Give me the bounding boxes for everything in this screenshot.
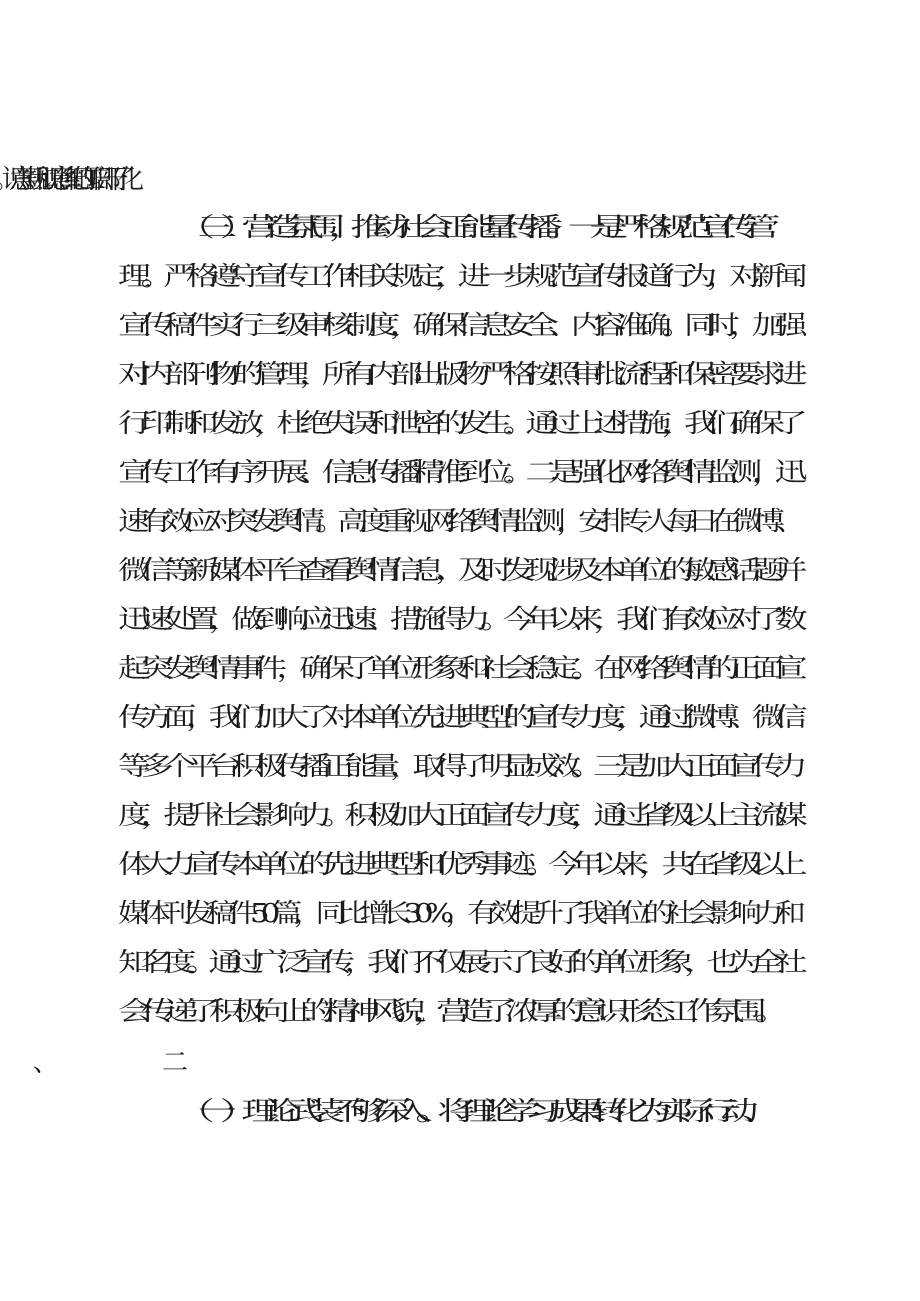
text-line-15: 体大力宣传本单位的先进典型和优秀事迹。今年以来，共在省级以上 [118,850,797,880]
text-line-12: 传方面，我们加大了对本单位先进典型的宣传力度，通过微博、微信 [118,703,797,733]
text-line-17: 知名度。通过广泛宣传，我们不仅展示了良好的单位形象，也为全社 [118,948,797,978]
text-line-4: 宣传稿件实行三级审核制度，确保信息安全、内容准确。同时，加强 [118,311,797,341]
text-line-10: 迅速处置，做到响应迅速、措施得力。今年以来，我们有效应对了数 [118,605,797,635]
text-line-3: 理。严格遵守宣传工作相关规定，进一步规范宣传报道行为，对新闻 [118,262,797,292]
text-line-13: 等多个平台积极传播正能量，取得了明显成效。三是加大正面宣传力 [118,752,797,782]
text-line-8: 速有效应对突发舆情。高度重视网络舆情监测，安排专人每日在微博、 [118,507,797,537]
text-line-18: 会传递了积极向上的精神风貌，营造了浓厚的意识形态工作氛围。 [118,997,777,1027]
text-line-16: 媒体刊发稿件50篇，同比增长30%，有效提升了我单位的社会影响力和 [118,899,797,929]
text-line-6: 行印制和发放，杜绝失误和泄密的发生。通过上述措施，我们确保了 [118,409,797,439]
text-line-9: 微信等新媒体平台查看舆情信息，及时发现涉及本单位的敏感话题并 [118,556,797,586]
text-line-2: （三）营造氛围，推动社会正能量传播。一是严格规范宣传管 [176,213,764,243]
text-line-11: 起突发舆情事件，确保了单位形象和社会稳定。在网络舆情的正面宣 [118,654,797,684]
text-line-14: 度，提升社会影响力。积极加大正面宣传力度，通过省级以上主流媒 [118,801,797,831]
text-line-5: 对内部刊物的管理，所有内部出版物严格按照审批流程和保密要求进 [118,360,797,390]
text-line-7: 宣传工作有序开展、信息传播精准到位。二是强化网络舆情监测，迅 [118,458,797,488]
text-line-19: （一）理论武装不够深入。将理论学习成果转化为实际行动、 [176,1097,764,1127]
